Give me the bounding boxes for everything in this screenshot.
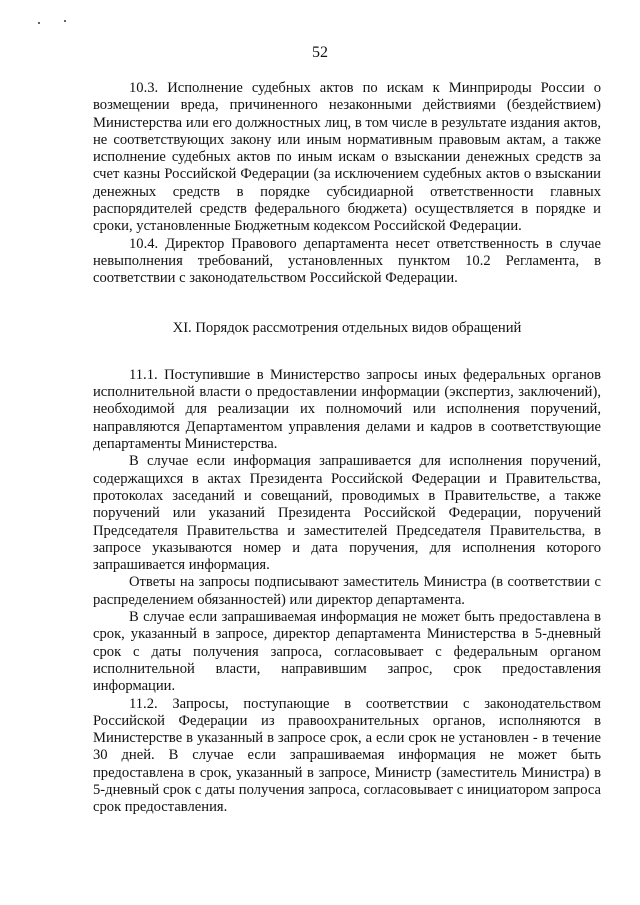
scan-dot [38, 22, 40, 24]
section-heading: XI. Порядок рассмотрения отдельных видов обращений [172, 319, 522, 336]
paragraph-10-3: 10.3. Исполнение судебных актов по искам к Минприроды России о возмещении вреда, причиненного незаконными действиями (бездействием) Министерства или его должностных лиц, в том числе в результате издания актов, не соответствующих закону или иным нормативным правовым актам, а также исполнение судебных актов по иным искам о взыскании денежных средств за счет казны Российской Федерации (за исключением судебных актов о взыскании денежных средств в порядке субсидиарной ответственности главных распорядителей средств федерального бюджета) осуществляется в порядке и сроки, установленные Бюджетным кодексом Российской Федерации. [93, 80, 601, 235]
paragraph-11-1-instructions: В случае если информация запрашивается для исполнения поручений, содержащихся в актах Президента Российской Федерации и Правительства, протоколах заседаний и совещаний, проводимых в Правительстве, а также поручений или указаний Президента Российской Федерации, поручений Председателя Правительства и заместителей Председателя Правительства, в запросе указываются номер и дата поручения, для исполнения которого запрашивается информация. [93, 453, 601, 574]
paragraph-10-4: 10.4. Директор Правового департамента несет ответственность в случае невыполнения требований, установленных пунктом 10.2 Регламента, в соответствии с законодательством Российской Федерации. [93, 235, 601, 287]
paragraph-11-1-signatures: Ответы на запросы подписывают заместитель Министра (в соответствии с распределением обязанностей) или директор департамента. [93, 574, 601, 608]
scan-dot [64, 20, 66, 22]
scan-marks [38, 20, 78, 30]
paragraph-11-1-deadline: В случае если запрашиваемая информация не может быть предоставлена в срок, указанный в запросе, директор департамента Министерства в 5-дневный срок с даты получения запроса, согласовывает с федеральным органом исполнительной власти, направившим запрос, срок предоставления информации. [93, 609, 601, 695]
page-number: 52 [312, 44, 328, 61]
document-body [93, 80, 601, 817]
paragraph-11-1: 11.1. Поступившие в Министерство запросы иных федеральных органов исполнительной власти о предоставлении информации (экспертиз, заключений), необходимой для реализации их полномочий или исполнения поручений, направляются Департаментом управления делами и кадров в соответствующие департаменты Министерства. [93, 366, 601, 453]
paragraph-11-2: 11.2. Запросы, поступающие в соответствии с законодательством Российской Федерации из правоохранительных органов, исполняются в Министерстве в указанный в запросе срок, а если срок не установлен - в течение 30 дней. В случае если запрашиваемая информация не может быть предоставлена в срок, указанный в запросе, Министр (заместитель Министра) в 5-дневный срок с даты получения запроса, согласовывает с инициатором запроса срок предоставления. [93, 695, 601, 816]
